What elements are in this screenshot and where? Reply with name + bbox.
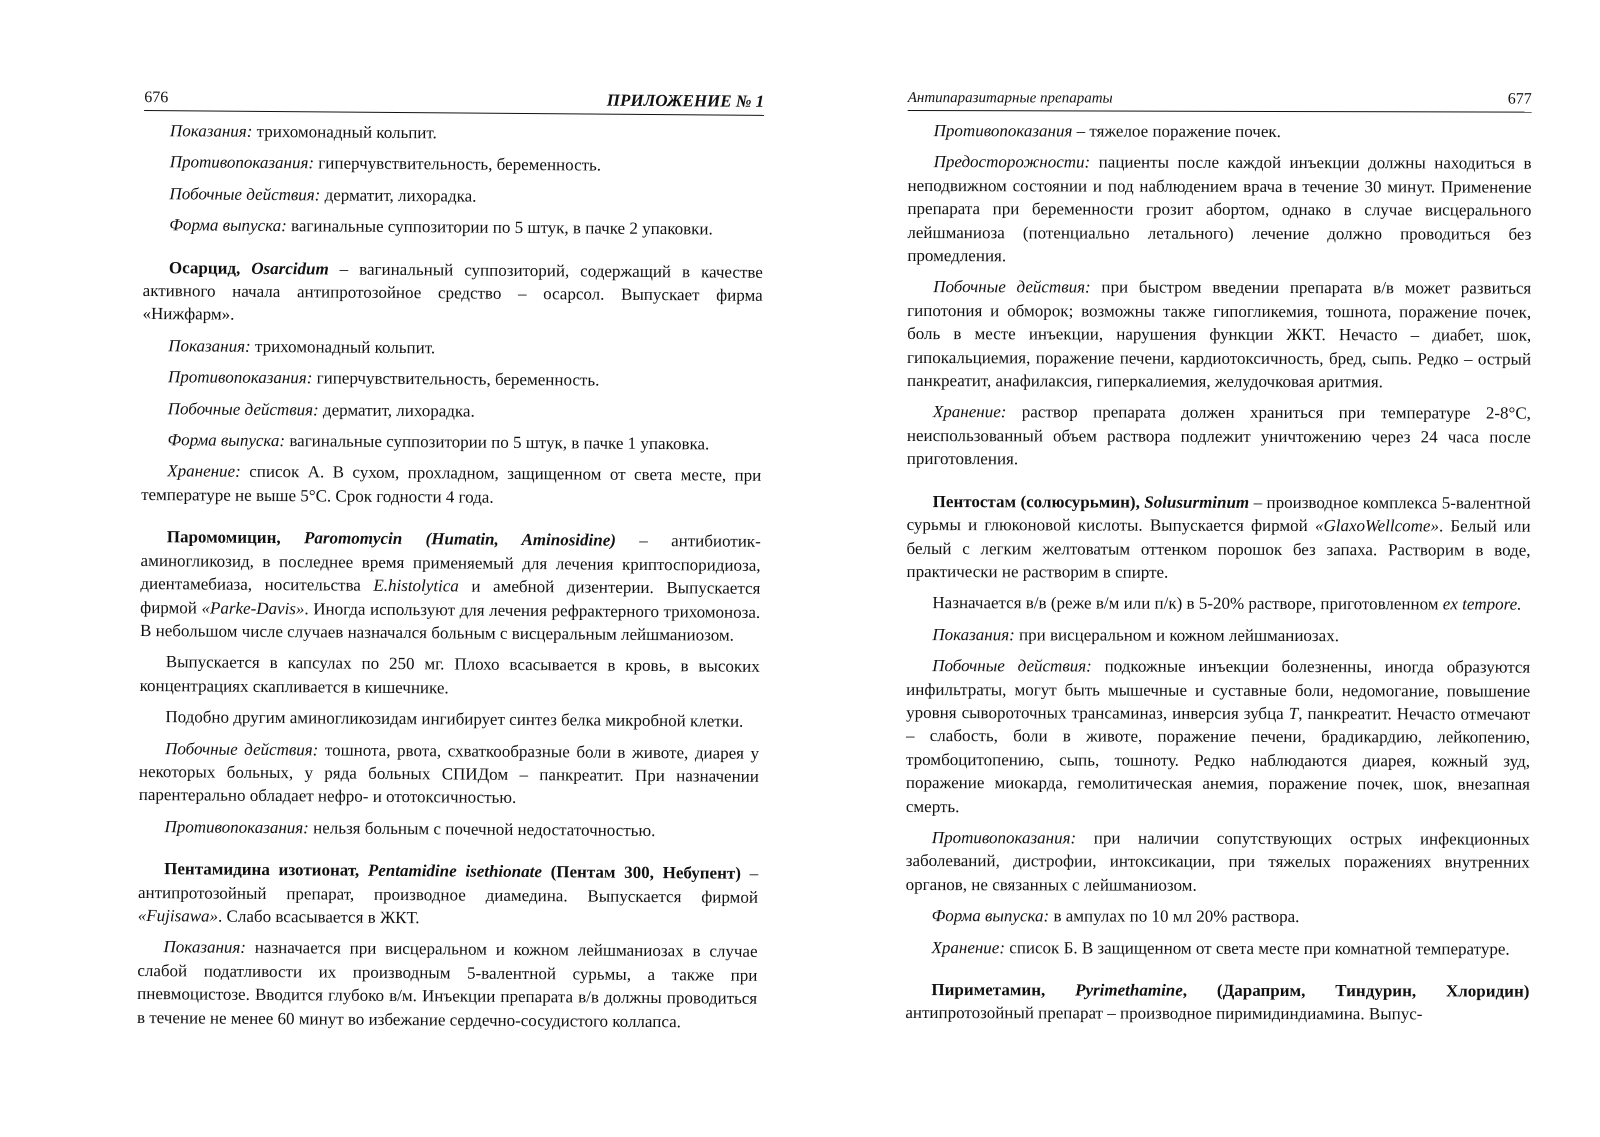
left-running-title: ПРИЛОЖЕНИЕ № 1 xyxy=(606,90,765,111)
left-page-text xyxy=(137,119,764,1034)
drug-entry-pentamidine xyxy=(138,857,759,932)
field-text: при висцеральном и кожном лейшманиозах. xyxy=(1014,625,1339,645)
organism-name: E.histolytica xyxy=(373,575,459,596)
paragraph xyxy=(142,365,762,393)
field-text: в ампулах по 10 мл 20% раствора. xyxy=(1049,906,1300,927)
field-text: назначается при висцеральном и кожном лейшманиозах в случае слабой податливости их производным 5-валентной сурьмы, а также при пневмоцистозе. Вводится глубоко в/м. Инъекции препарата в/в должны проводиться в течение не менее 60 минут во избежание сердечно-сосудистого коллапса. xyxy=(136,938,758,1031)
left-page xyxy=(136,0,765,1137)
drug-description: . Слабо всасывается в ЖКТ. xyxy=(218,906,420,928)
drug-latin-name: Pyrimethamine xyxy=(1075,980,1183,1000)
field-label: Хранение: xyxy=(932,402,1007,422)
field-label: Побочные действия: xyxy=(932,656,1092,676)
paragraph xyxy=(141,459,761,511)
ecg-wave-letter: Т xyxy=(1288,703,1299,723)
paragraph xyxy=(908,119,1532,144)
drug-name: Пириметамин, xyxy=(931,980,1046,1000)
right-page-number: 677 xyxy=(1507,90,1532,108)
field-label: Предосторожности: xyxy=(933,152,1091,172)
field-label: Противопоказания: xyxy=(931,828,1077,848)
field-text: тошнота, рвота, схваткообразные боли в животе, диарея у некоторых больных, у ряда больных СПИДом – панкреатит. При назначении парентерально обладает нефро- и ототоксичностью. xyxy=(138,739,760,808)
field-label: Показания: xyxy=(168,336,251,356)
drug-brand-names: (Дараприм, Тиндурин, Хлоридин) xyxy=(1216,980,1530,1001)
drug-entry-pentostam xyxy=(906,490,1530,585)
field-text: Назначается в/в (реже в/м или п/к) в 5-20% растворе, приготовленном xyxy=(932,593,1443,614)
field-label: Форма выпуска: xyxy=(169,215,287,236)
field-label: Показания: xyxy=(163,937,247,958)
paragraph xyxy=(142,397,762,425)
field-text: вагинальные суппозитории по 5 штук, в пачке 2 упаковки. xyxy=(286,216,713,239)
field-label: Показания: xyxy=(169,121,253,141)
field-text: при наличии сопутствующих острых инфекционных заболеваний, дистрофии, интоксикации, при тяжелых поражениях внутренних органов, не связанных с лейшманиозом. xyxy=(905,828,1530,895)
drug-latin-name: Solusurminum xyxy=(1144,492,1250,512)
drug-name: Пентамидина изотионат, xyxy=(164,859,360,880)
paragraph xyxy=(906,623,1530,648)
punctuation: , xyxy=(1182,980,1188,1000)
paragraph xyxy=(906,904,1530,929)
field-label: Побочные действия: xyxy=(169,184,321,205)
field-label: Противопоказания: xyxy=(167,367,313,388)
company-name: «Fujisawa» xyxy=(137,905,219,926)
paragraph: Подобно другим аминогликозидам ингибирует синтез белка микробной клетки. xyxy=(165,707,744,731)
field-text: гиперчувствительность, беременность. xyxy=(314,153,602,175)
paragraph: Выпускается в капсулах по 250 мг. Плохо всасывается в кровь, в высоких концентрациях скапливается в кишечнике. xyxy=(139,652,760,698)
company-name: «Parke-Davis» xyxy=(201,597,305,618)
drug-description: . Белый или белый с легким желтоватым оттенком порошок без запаха. Растворим в воде, практически не растворим в спирте. xyxy=(906,516,1531,582)
right-running-title: Антипаразитарные препараты xyxy=(907,89,1113,107)
left-page-number: 676 xyxy=(144,88,169,107)
paragraph xyxy=(137,935,758,1033)
latin-term: ex tempore. xyxy=(1442,594,1522,614)
paragraph xyxy=(906,591,1530,616)
paragraph xyxy=(907,400,1531,472)
drug-entry-osarcid xyxy=(142,256,763,331)
field-label: Хранение: xyxy=(167,461,241,482)
paragraph xyxy=(905,936,1529,961)
paragraph xyxy=(907,275,1531,394)
field-label: Противопоказания: xyxy=(169,152,315,173)
field-label: Побочные действия: xyxy=(165,738,319,759)
field-text: подкожные инъекции болезненны, иногда образуются инфильтраты, могут быть мышечные и суставные боли, недомогание, повышение уровня сывороточных трансаминаз, инверсия зубца xyxy=(906,656,1531,723)
paragraph xyxy=(142,334,762,362)
paragraph xyxy=(139,737,760,812)
drug-description: – антипротозойный препарат, производное диамедина. Выпускается фирмой xyxy=(137,863,759,907)
drug-description: – антибиотик-аминогликозид, в последнее время применяемый для лечения криптоспоридиоза, диентамебиаза, носительства xyxy=(140,530,761,595)
drug-latin-name: Osarcidum xyxy=(251,258,329,279)
paragraph xyxy=(906,826,1530,898)
field-text: дерматит, лихорадка. xyxy=(320,185,477,206)
right-running-head xyxy=(908,82,1532,113)
paragraph xyxy=(141,428,761,456)
field-text: гиперчувствительность, беременность. xyxy=(312,368,600,390)
drug-description: . Иногда используют для лечения рефрактерного трихомоноза. В небольшом числе случаев назначался больным с висцеральным лейшманиозом. xyxy=(139,598,761,645)
paragraph xyxy=(144,150,764,178)
drug-entry-paromomycin xyxy=(140,525,761,647)
drug-description: – вагинальный суппозиторий, содержащий в качестве активного начала антипротозойное средство – осарсол. Выпускает фирма «Нижфарм». xyxy=(142,259,763,325)
field-label: Противопоказания xyxy=(933,121,1073,141)
drug-name: Пентостам (солюсурьмин), xyxy=(932,491,1140,512)
drug-latin-name: Paromomycin (Humatin, Aminosidine) xyxy=(303,528,617,550)
drug-description: и амебной дизентерии. Выпускается фирмой xyxy=(140,576,761,617)
company-name: «GlaxoWellcome» xyxy=(1314,516,1439,536)
field-text: пациенты после каждой инъекции должны находиться в неподвижном состоянии и под наблюдением врача в течение 30 минут. Применение препарата при беременности грозит абортом, однако в случае висцерального лейшманиоза (потенциально летального) лечение должно проводиться без промедления. xyxy=(907,152,1532,266)
drug-latin-name: Pentamidine isethionate xyxy=(367,860,542,882)
drug-brand-names: (Пентам 300, Небупент) xyxy=(550,862,742,883)
field-text: трихомонадный кольпит. xyxy=(250,336,436,358)
field-text: дерматит, лихорадка. xyxy=(318,400,475,421)
drug-name: Паромомицин, xyxy=(166,527,281,548)
drug-description: антипротозойный препарат – производное пиримидиндиамина. Выпус- xyxy=(905,1003,1423,1024)
field-label: Форма выпуска: xyxy=(931,906,1050,926)
paragraph xyxy=(138,815,758,843)
right-page xyxy=(905,0,1532,1134)
field-text: , панкреатит. Нечасто отмечают – слабость, боли в животе, поражение печени, брадикардию, лейкопению, тромбоцитопению, сыпь, тошноту. Редко наблюдаются диарея, кожный зуд, поражение миокарда, гемолитическая анемия, поражение почек, шок, внезапная смерть. xyxy=(905,703,1531,816)
field-label: Показания: xyxy=(932,624,1015,645)
right-page-text xyxy=(905,119,1531,1026)
field-text: при быстром введении препарата в/в может развиться гипотония и обморок; возможны также гипогликемия, тошнота, поражение почек, боль в месте инъекции, нарушения функции ЖКТ. Нечасто – диабет, шок, гипокальциемия, поражение печени, кардиотоксичность, бред, сыпь. Редко – острый панкреатит, анафилаксия, гиперкалиемия, желудочковая аритмия. xyxy=(906,277,1532,392)
drug-description: – производное комплекса 5-валентной сурьмы и глюконовой кислоты. Выпускается фирмой xyxy=(906,492,1531,536)
paragraph xyxy=(906,654,1530,819)
field-label: Побочные действия: xyxy=(167,398,319,420)
field-text: вагинальные суппозитории по 5 штук, в пачке 1 упаковка. xyxy=(285,431,710,454)
paragraph xyxy=(143,182,763,210)
field-label: Противопоказания: xyxy=(164,816,309,838)
drug-entry-pyrimethamine xyxy=(905,978,1529,1026)
field-text: раствор препарата должен храниться при температуре 2-8°С, неиспользованный объем раствора подлежит уничтожению через 24 часа после приготовления. xyxy=(906,402,1531,469)
paragraph xyxy=(144,119,764,147)
field-text: список Б. В защищенном от света месте при комнатной температуре. xyxy=(1005,937,1510,959)
paragraph xyxy=(907,150,1531,269)
field-text: список А. В сухом, прохладном, защищенном от света месте, при температуре не выше 5°С. Срок годности 4 года. xyxy=(141,462,762,507)
left-running-head xyxy=(144,82,764,116)
field-text: трихомонадный кольпит. xyxy=(252,121,437,143)
field-label: Побочные действия: xyxy=(933,277,1091,297)
paragraph xyxy=(143,213,763,241)
field-label: Хранение: xyxy=(931,937,1006,957)
field-text: – тяжелое поражение почек. xyxy=(1072,121,1281,141)
drug-name: Осарцид, xyxy=(168,257,241,278)
field-label: Форма выпуска: xyxy=(167,430,286,451)
field-text: нельзя больным с почечной недостаточностью. xyxy=(308,818,656,840)
